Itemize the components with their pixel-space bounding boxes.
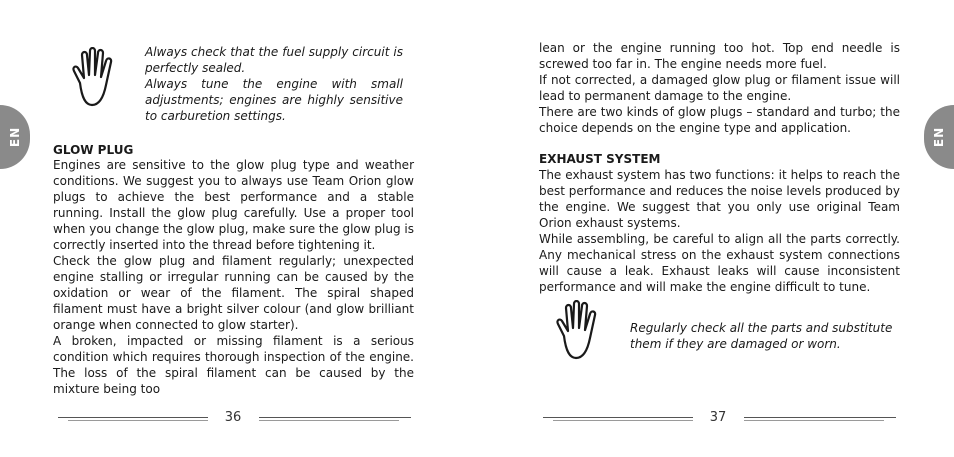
paragraph: There are two kinds of glow plugs – standard and turbo; the choice depends on the engine type and application. (539, 105, 900, 135)
footer-rule (744, 420, 884, 421)
warning-note (145, 44, 403, 124)
section-title-exhaust-system: EXHAUST SYSTEM (539, 152, 661, 166)
paragraph: A broken, impacted or missing filament is a serious condition which requires thorough inspection of the engine. The loss of the spiral filament can be caused by the mixture being too (53, 334, 414, 396)
language-tab (924, 105, 954, 169)
footer-rule (744, 417, 896, 418)
hand-warning-icon (66, 47, 124, 109)
footer-rule (259, 420, 399, 421)
page-footer (0, 408, 477, 428)
page-right (477, 0, 954, 457)
footer-rule (68, 420, 208, 421)
paragraph: Engines are sensitive to the glow plug type and weather conditions. We suggest you to always use Team Orion glow plugs to achieve the best performance and a stable running. Install the glow plug carefully. Use a proper tool when you change the glow plug, make sure the glow plug is correctly inserted into the thread before tightening it. (53, 158, 414, 252)
hand-warning-icon (550, 300, 608, 362)
paragraph: While assembling, be careful to align all the parts correctly. Any mechanical stress on the exhaust system connections will cause a leak. Exhaust leaks will cause inconsistent performance and will make the engine difficult to tune. (539, 232, 900, 294)
paragraph: If not corrected, a damaged glow plug or filament issue will lead to permanent damage to the engine. (539, 73, 900, 103)
footer-rule (543, 417, 693, 418)
exhaust-system-body (539, 167, 900, 295)
page-footer (477, 408, 954, 428)
language-tab-label: EN (8, 126, 22, 148)
language-tab-label: EN (932, 126, 946, 148)
glow-plug-continued-body (539, 40, 900, 136)
glow-plug-body (53, 157, 414, 397)
warning-note-line: Always tune the engine with small adjustments; engines are highly sensitive to carburetion settings. (145, 77, 403, 123)
paragraph: The exhaust system has two functions: it helps to reach the best performance and reduces the noise levels produced by the engine. We suggest that you only use original Team Orion exhaust systems. (539, 168, 900, 230)
warning-note-line: Regularly check all the parts and substitute them if they are damaged or worn. (630, 321, 893, 351)
page-number: 37 (709, 410, 727, 425)
section-title-glow-plug: GLOW PLUG (53, 143, 134, 157)
warning-note-line: Always check that the fuel supply circuit is perfectly sealed. (145, 45, 403, 75)
language-tab (0, 105, 30, 169)
paragraph: lean or the engine running too hot. Top end needle is screwed too far in. The engine needs more fuel. (539, 41, 900, 71)
footer-rule (553, 420, 693, 421)
warning-note (630, 320, 898, 352)
paragraph: Check the glow plug and filament regularly; unexpected engine stalling or irregular running can be caused by the oxidation or wear of the filament. The spiral shaped filament must have a bright silver colour (and glow brilliant orange when connected to glow starter). (53, 254, 414, 332)
footer-rule (259, 417, 411, 418)
page-number: 36 (224, 410, 242, 425)
footer-rule (58, 417, 208, 418)
